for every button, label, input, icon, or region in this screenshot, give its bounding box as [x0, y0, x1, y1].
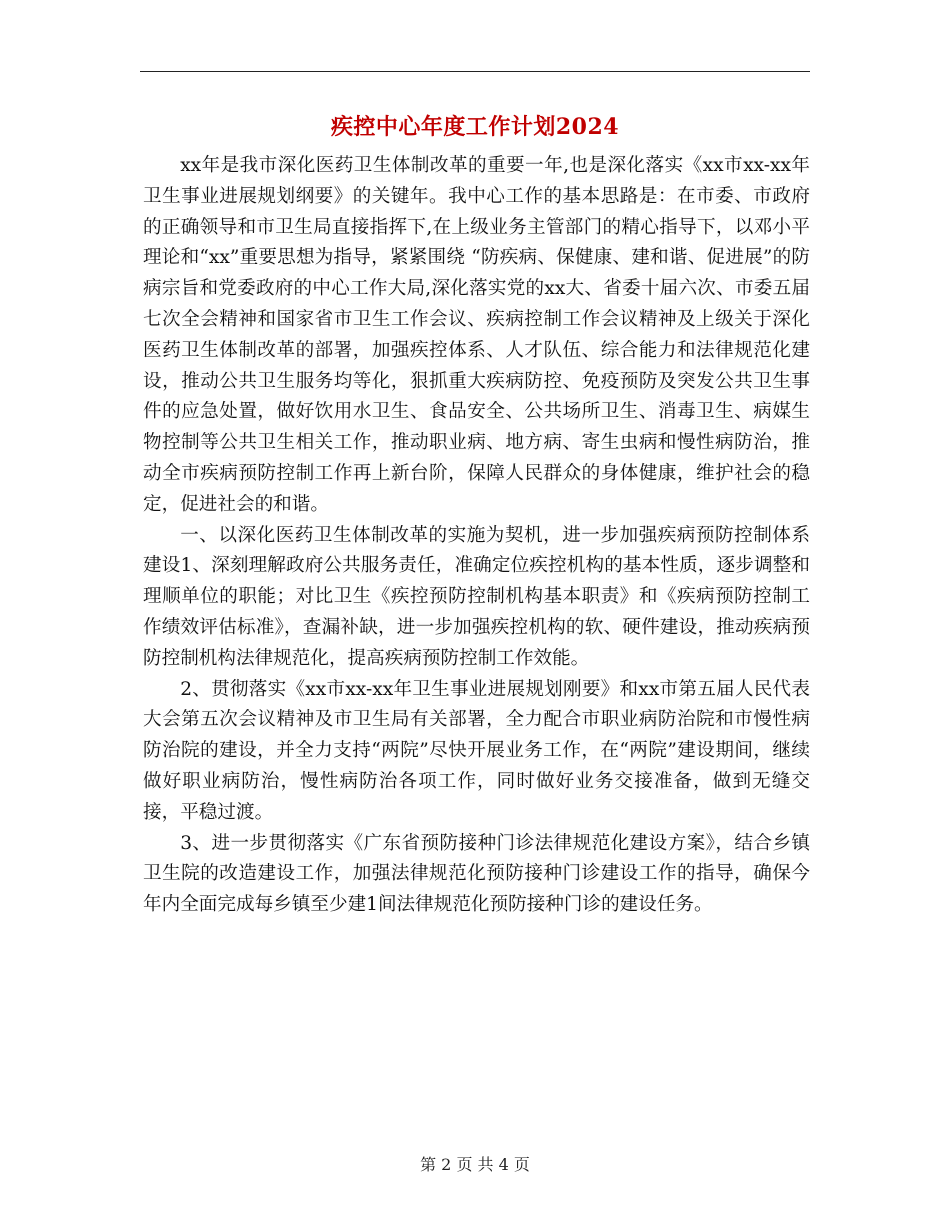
paragraph-section-1: 一、以深化医药卫生体制改革的实施为契机，进一步加强疾病预防控制体系建设1、深刻理解政府公共服务责任，准确定位疾控机构的基本性质，逐步调整和理顺单位的职能；对比卫生《疾控预防控制机构基本职责》和《疾病预防控制工作绩效评估标准》，查漏补缺，进一步加强疾控机构的软、硬件建设，推动疾病预防控制机构法律规范化，提高疾病预防控制工作效能。: [143, 524, 810, 669]
document-title: 疾控中心年度工作计划2024: [330, 114, 620, 140]
page-number: 第 2 页 共 4 页: [420, 1155, 530, 1174]
header-rule: [140, 71, 810, 72]
paragraph-intro: xx年是我市深化医药卫生体制改革的重要一年,也是深化落实《xx市xx-xx年卫生事业进展规划纲要》的关键年。我中心工作的基本思路是：在市委、市政府的正确领导和市卫生局直接指挥下,在上级业务主管部门的精心指导下，以邓小平理论和“xx”重要思想为指导，紧紧围绕 “防疾病、保健康、建和谐、促进展”的防病宗旨和党委政府的中心工作大局,深化落实党的xx大、省委十届六次、市委五届七次全会精神和国家省市卫生工作会议、疾病控制工作会议精神及上级关于深化医药卫生体制改革的部署，加强疾控体系、人才队伍、综合能力和法律规范化建设，推动公共卫生服务均等化，狠抓重大疾病防控、免疫预防及突发公共卫生事件的应急处置，做好饮用水卫生、食品安全、公共场所卫生、消毒卫生、病媒生物控制等公共卫生相关工作，推动职业病、地方病、寄生虫病和慢性病防治，推动全市疾病预防控制工作再上新台阶，保障人民群众的身体健康，维护社会的稳定，促进社会的和谐。: [143, 155, 810, 515]
paragraph-section-2: 2、贯彻落实《xx市xx-xx年卫生事业进展规划刚要》和xx市第五届人民代表大会第五次会议精神及市卫生局有关部署，全力配合市职业病防治院和市慢性病防治院的建设，并全力支持“两院”尽快开展业务工作，在“两院”建设期间，继续做好职业病防治，慢性病防治各项工作，同时做好业务交接准备，做到无缝交接，平稳过渡。: [143, 678, 810, 823]
document-body: [143, 151, 810, 921]
paragraph-section-3: 3、进一步贯彻落实《广东省预防接种门诊法律规范化建设方案》，结合乡镇卫生院的改造建设工作，加强法律规范化预防接种门诊建设工作的指导，确保今年内全面完成每乡镇至少建1间法律规范化预防接种门诊的建设任务。: [143, 832, 810, 916]
